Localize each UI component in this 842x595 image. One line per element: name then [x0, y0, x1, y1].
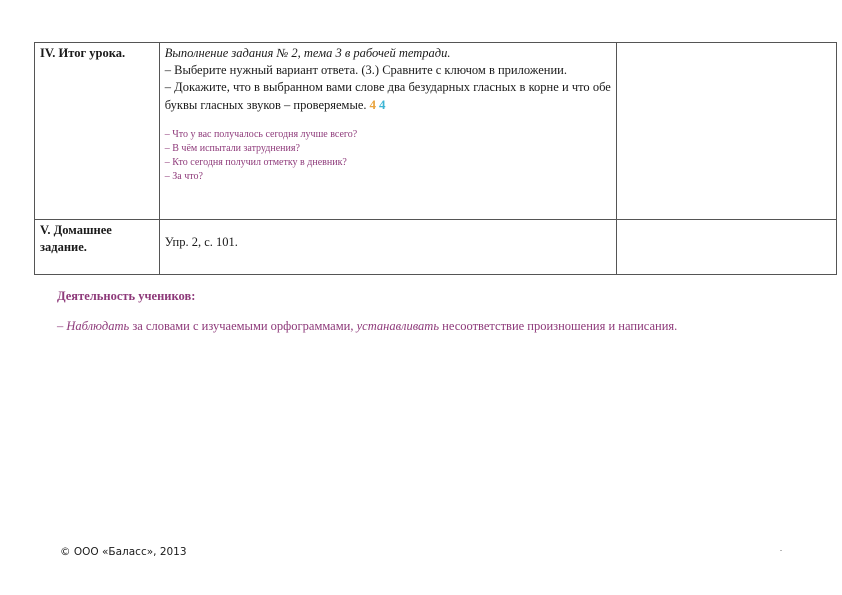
- task-line-prove: [165, 79, 611, 114]
- lesson-plan-table: [34, 42, 837, 275]
- table-row-summary: [35, 43, 837, 220]
- activity-description: [57, 319, 677, 334]
- copyright-footer: © ООО «Баласс», 2013: [60, 546, 187, 558]
- notes-cell-summary: [616, 43, 836, 220]
- content-cell-homework: [159, 220, 616, 275]
- activity-heading: Деятельность учеников:: [57, 289, 196, 303]
- reflection-question: – В чём испытали затруднения?: [164, 143, 300, 154]
- reflection-question: – За что?: [164, 171, 203, 182]
- activity-verb-establish: устанавливать: [356, 319, 440, 333]
- stage-label-summary: IV. Итог урока.: [40, 46, 126, 60]
- score-badge-cyan: 4: [379, 97, 386, 112]
- activity-dash: –: [57, 319, 67, 333]
- table-row-homework: [35, 220, 837, 275]
- stage-label-homework: V. Домашнее задание.: [40, 223, 112, 254]
- task-line-choose: – Выберите нужный вариант ответа. (3.) Сравните с ключом в приложении.: [164, 63, 567, 77]
- activity-text-1: за словами с изучаемыми орфограммами,: [129, 319, 357, 333]
- activity-text-2: несоответствие произношения и написания.: [439, 319, 678, 333]
- task-title: Выполнение задания № 2, тема 3 в рабочей тетради.: [164, 46, 451, 60]
- task-line-prove-text: – Докажите, что в выбранном вами слове два безударных гласных в корне и что обе буквы гласных звуков – проверяемые.: [164, 80, 611, 112]
- activity-verb-observe: Наблюдать: [66, 319, 130, 333]
- notes-cell-homework: [616, 220, 836, 275]
- score-badge-orange: 4: [369, 97, 377, 112]
- homework-text: Упр. 2, с. 101.: [164, 235, 238, 249]
- reflection-question: – Что у вас получалось сегодня лучше всего?: [164, 129, 358, 140]
- stage-cell-homework: [35, 220, 160, 275]
- reflection-questions: [165, 128, 611, 184]
- content-cell-summary: [159, 43, 616, 220]
- stage-cell-summary: [35, 43, 160, 220]
- page-mark: .: [780, 544, 782, 553]
- reflection-question: – Кто сегодня получил отметку в дневник?: [164, 157, 347, 168]
